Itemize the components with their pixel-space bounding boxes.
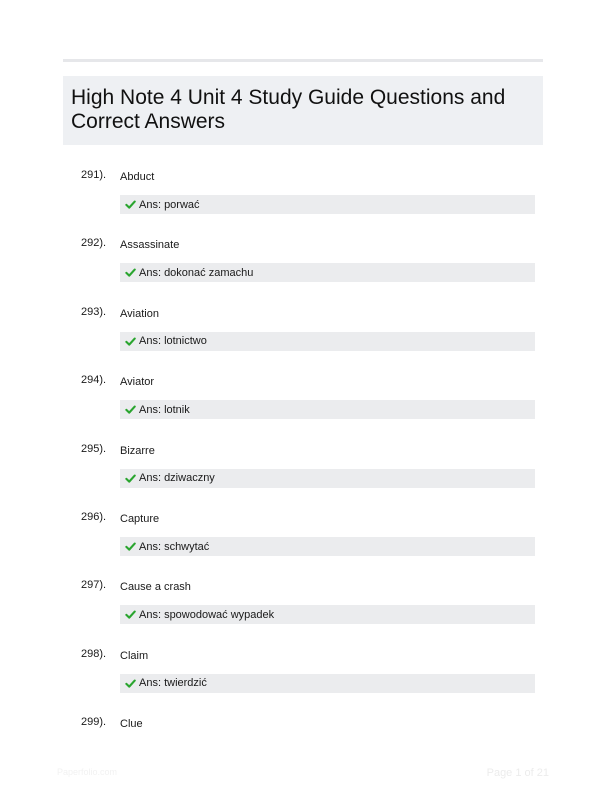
qa-item	[0, 443, 606, 503]
answer-box	[120, 263, 535, 282]
question-text: Assassinate	[120, 239, 180, 252]
answer-text: Ans: lotnictwo	[139, 335, 207, 348]
question-text: Clue	[120, 718, 143, 731]
qa-item	[0, 306, 606, 366]
answer-text: Ans: twierdzić	[139, 677, 207, 690]
check-icon	[125, 267, 136, 278]
check-icon	[125, 336, 136, 347]
qa-item	[0, 237, 606, 297]
page-title: High Note 4 Unit 4 Study Guide Questions and Correct Answers	[71, 86, 506, 133]
check-icon	[125, 541, 136, 552]
question-number: 299).	[81, 716, 107, 729]
answer-box	[120, 400, 535, 419]
qa-item	[0, 169, 606, 229]
question-number: 292).	[81, 237, 107, 250]
question-text: Cause a crash	[120, 581, 191, 594]
question-number: 291).	[81, 169, 107, 181]
answer-box	[120, 469, 535, 488]
question-number: 295).	[81, 442, 107, 455]
check-icon	[125, 609, 136, 620]
answer-box	[120, 195, 535, 214]
check-icon	[125, 404, 136, 415]
answer-text: Ans: schwytać	[139, 540, 210, 553]
question-number: 294).	[81, 374, 107, 387]
qa-item	[0, 579, 606, 639]
page-number: Page 1 of 21	[486, 767, 549, 779]
answer-box	[120, 332, 535, 351]
qa-item	[0, 511, 606, 571]
answer-text: Ans: spowodować wypadek	[139, 608, 275, 621]
question-number: 298).	[81, 647, 107, 660]
title-banner	[63, 76, 543, 145]
question-text: Aviation	[120, 307, 159, 320]
question-number: 293).	[81, 305, 107, 318]
question-text: Abduct	[120, 171, 155, 183]
answer-text: Ans: dokonać zamachu	[139, 266, 254, 279]
question-text: Bizarre	[120, 444, 155, 457]
answer-text: Ans: lotnik	[139, 403, 190, 416]
question-number: 296).	[81, 511, 107, 523]
answer-box	[120, 537, 535, 556]
check-icon	[125, 199, 136, 210]
answer-box	[120, 605, 535, 624]
answer-text: Ans: dziwaczny	[139, 472, 215, 485]
qa-item	[0, 648, 606, 708]
question-text: Claim	[120, 649, 149, 662]
qa-item	[0, 374, 606, 434]
check-icon	[125, 678, 136, 689]
answer-text: Ans: porwać	[139, 198, 200, 211]
question-number: 297).	[81, 579, 107, 592]
question-text: Capture	[120, 513, 160, 525]
footer-watermark: Paperfolio.com	[57, 767, 118, 777]
top-divider	[63, 59, 543, 62]
check-icon	[125, 473, 136, 484]
question-text: Aviator	[120, 376, 155, 389]
answer-box	[120, 674, 535, 693]
